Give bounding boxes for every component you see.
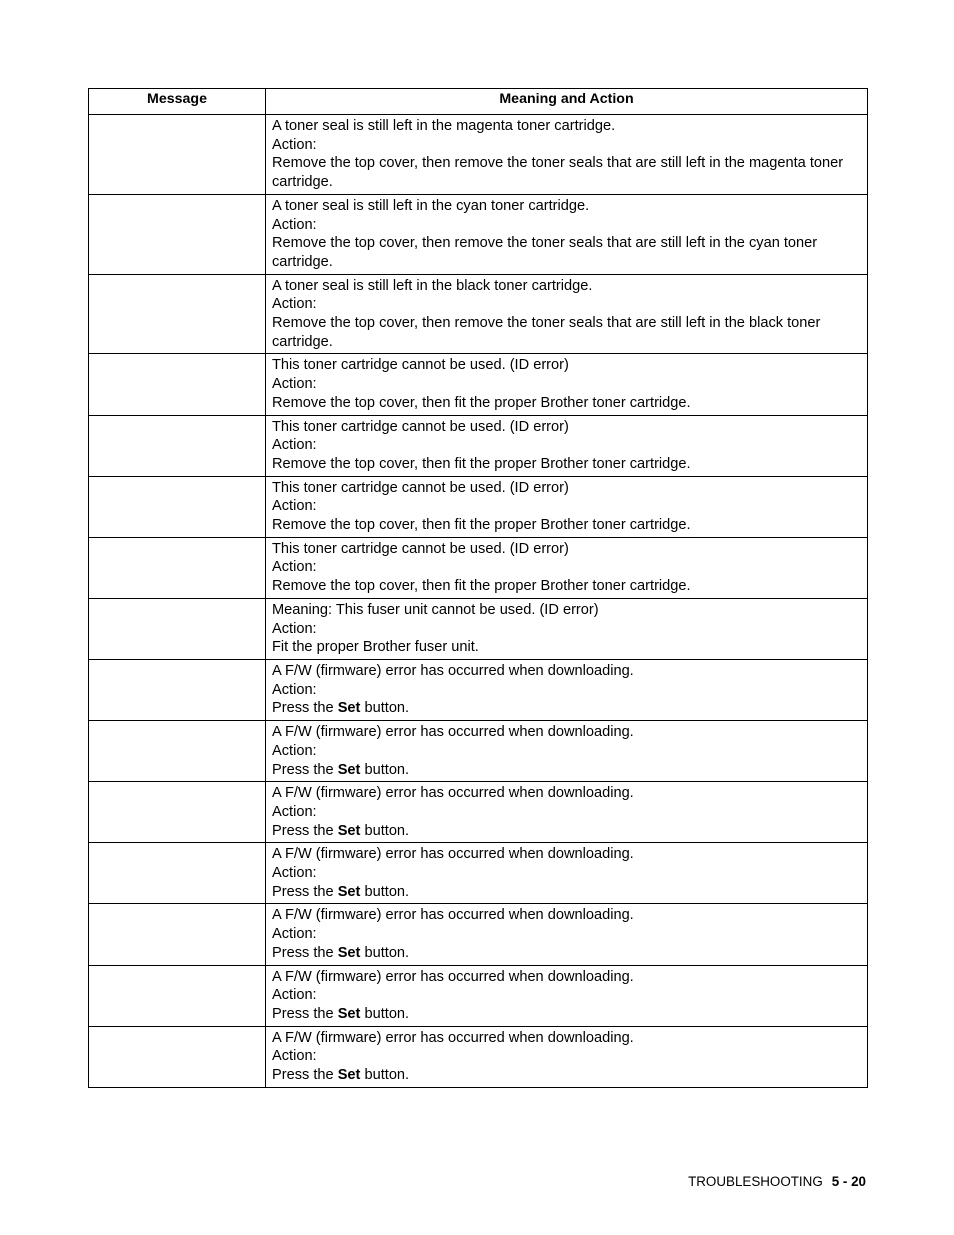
meaning-text: A F/W (firmware) error has occurred when downloading. — [272, 785, 634, 802]
table-row — [89, 115, 868, 195]
action-label: Action: — [272, 620, 317, 637]
meaning-text: This toner cartridge cannot be used. (ID error) — [272, 479, 569, 496]
meaning-cell — [266, 476, 868, 537]
footer-section-title: TROUBLESHOOTING — [688, 1174, 823, 1189]
meaning-text: A toner seal is still left in the cyan toner cartridge. — [272, 197, 590, 214]
message-cell — [89, 721, 266, 782]
message-cell — [89, 274, 266, 354]
table-row — [89, 659, 868, 720]
message-cell — [89, 537, 266, 598]
meaning-cell — [266, 843, 868, 904]
meaning-cell — [266, 721, 868, 782]
message-cell — [89, 115, 266, 195]
instruction-text: Press the — [272, 1067, 338, 1084]
meaning-text: A F/W (firmware) error has occurred when downloading. — [272, 968, 634, 985]
table-row — [89, 537, 868, 598]
button-name: Set — [337, 761, 361, 778]
action-instruction: Remove the top cover, then fit the proper Brother toner cartridge. — [272, 455, 691, 472]
table-row — [89, 721, 868, 782]
message-cell — [89, 659, 266, 720]
action-label: Action: — [272, 1048, 317, 1065]
meaning-text: A F/W (firmware) error has occurred when downloading. — [272, 846, 634, 863]
meaning-text: A toner seal is still left in the black toner cartridge. — [272, 277, 593, 294]
page-footer — [688, 1174, 866, 1189]
action-label: Action: — [272, 926, 317, 943]
table-row — [89, 904, 868, 965]
meaning-text: Meaning: This fuser unit cannot be used. (ID error) — [272, 601, 599, 618]
table-row — [89, 1026, 868, 1087]
button-name: Set — [337, 883, 361, 900]
meaning-text: A toner seal is still left in the magenta toner cartridge. — [272, 118, 616, 134]
meaning-text: This toner cartridge cannot be used. (ID error) — [272, 357, 569, 374]
message-cell — [89, 598, 266, 659]
meaning-cell — [266, 965, 868, 1026]
message-cell — [89, 415, 266, 476]
meaning-cell — [266, 904, 868, 965]
table-row — [89, 476, 868, 537]
meaning-cell — [266, 194, 868, 274]
table-row — [89, 782, 868, 843]
meaning-cell — [266, 782, 868, 843]
button-name: Set — [337, 822, 361, 839]
action-instruction — [272, 761, 861, 780]
action-instruction: Remove the top cover, then fit the proper Brother toner cartridge. — [272, 517, 691, 534]
instruction-text: button. — [360, 1067, 410, 1084]
action-label: Action: — [272, 498, 317, 515]
button-name: Set — [337, 700, 361, 717]
meaning-text: This toner cartridge cannot be used. (ID error) — [272, 418, 569, 435]
message-cell — [89, 476, 266, 537]
instruction-text: Press the — [272, 944, 338, 961]
meaning-cell — [266, 274, 868, 354]
action-instruction — [272, 699, 861, 718]
action-instruction: Remove the top cover, then fit the proper Brother toner cartridge. — [272, 394, 691, 411]
column-header-message: Message — [89, 89, 266, 115]
action-instruction: Remove the top cover, then remove the toner seals that are still left in the cyan toner cartridge. — [272, 235, 818, 270]
meaning-text: A F/W (firmware) error has occurred when downloading. — [272, 662, 634, 679]
message-cell — [89, 782, 266, 843]
table-row — [89, 354, 868, 415]
action-label: Action: — [272, 216, 317, 233]
table-row — [89, 598, 868, 659]
table-row — [89, 415, 868, 476]
instruction-text: button. — [360, 944, 410, 961]
meaning-cell — [266, 354, 868, 415]
action-instruction: Fit the proper Brother fuser unit. — [272, 639, 479, 656]
instruction-text: Press the — [272, 822, 338, 839]
action-label: Action: — [272, 681, 317, 698]
action-instruction: Remove the top cover, then remove the toner seals that are still left in the black toner cartridge. — [272, 315, 821, 350]
message-cell — [89, 354, 266, 415]
action-label: Action: — [272, 136, 317, 153]
table-body — [89, 115, 868, 1088]
action-instruction — [272, 944, 861, 963]
action-label: Action: — [272, 803, 317, 820]
instruction-text: button. — [360, 822, 410, 839]
meaning-cell — [266, 1026, 868, 1087]
table-row — [89, 843, 868, 904]
button-name: Set — [337, 1005, 361, 1022]
action-label: Action: — [272, 987, 317, 1004]
instruction-text: Press the — [272, 700, 338, 717]
message-table — [88, 88, 868, 1088]
action-instruction — [272, 1005, 861, 1024]
instruction-text: Press the — [272, 1005, 338, 1022]
meaning-text: This toner cartridge cannot be used. (ID error) — [272, 540, 569, 557]
meaning-text: A F/W (firmware) error has occurred when downloading. — [272, 724, 634, 741]
message-cell — [89, 843, 266, 904]
action-instruction: Remove the top cover, then fit the proper Brother toner cartridge. — [272, 578, 691, 595]
button-name: Set — [337, 944, 361, 961]
instruction-text: button. — [360, 700, 410, 717]
meaning-text: A F/W (firmware) error has occurred when downloading. — [272, 907, 634, 924]
meaning-cell — [266, 537, 868, 598]
action-label: Action: — [272, 437, 317, 454]
meaning-cell — [266, 659, 868, 720]
meaning-text: A F/W (firmware) error has occurred when downloading. — [272, 1029, 634, 1046]
action-instruction — [272, 883, 861, 902]
table-header-row — [89, 89, 868, 115]
message-cell — [89, 194, 266, 274]
action-instruction: Remove the top cover, then remove the toner seals that are still left in the magenta toner cartridge. — [272, 155, 844, 191]
action-label: Action: — [272, 742, 317, 759]
meaning-cell — [266, 115, 868, 195]
action-instruction — [272, 1066, 861, 1085]
instruction-text: Press the — [272, 883, 338, 900]
instruction-text: button. — [360, 883, 410, 900]
action-label: Action: — [272, 296, 317, 313]
instruction-text: button. — [360, 1005, 410, 1022]
action-label: Action: — [272, 376, 317, 393]
action-label: Action: — [272, 559, 317, 576]
page-number: 5 - 20 — [831, 1174, 866, 1189]
table-row — [89, 965, 868, 1026]
column-header-meaning: Meaning and Action — [266, 89, 868, 115]
instruction-text: Press the — [272, 761, 338, 778]
table-row — [89, 274, 868, 354]
action-instruction — [272, 822, 861, 841]
meaning-cell — [266, 598, 868, 659]
message-cell — [89, 1026, 266, 1087]
action-label: Action: — [272, 865, 317, 882]
message-cell — [89, 965, 266, 1026]
message-cell — [89, 904, 266, 965]
button-name: Set — [337, 1067, 361, 1084]
table-row — [89, 194, 868, 274]
meaning-cell — [266, 415, 868, 476]
instruction-text: button. — [360, 761, 410, 778]
